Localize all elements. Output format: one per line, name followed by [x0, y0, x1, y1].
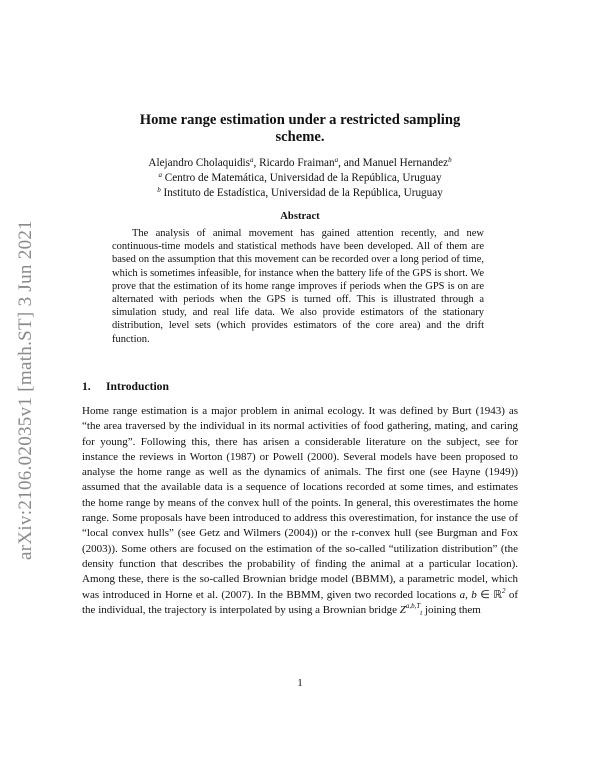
affiliation-b	[60, 186, 540, 201]
affiliation-mark: a	[250, 156, 254, 164]
affiliation-mark: b	[448, 156, 452, 164]
arxiv-identifier	[6, 200, 46, 580]
math-ab: a, b	[459, 588, 477, 601]
intro-paragraph-tail: of the individual, the trajectory is interpolated by using a Brownian bridge	[82, 588, 519, 616]
math-in-r: ∈ ℝ	[476, 588, 502, 601]
intro-paragraph-tail: In the BBMM, given two recorded locations	[256, 588, 460, 601]
abstract-body	[112, 227, 484, 346]
affiliation-mark: b	[157, 186, 161, 194]
math-z: Z	[399, 603, 406, 616]
math-z-sub: t	[420, 608, 423, 617]
title-line-2: scheme.	[275, 129, 325, 145]
arxiv-identifier-text: arXiv:2106.02035v1 [math.ST] 3 Jun 2021	[15, 220, 37, 560]
author-list: Alejandro Cholaquidis$^a$, Ricardo Fraiman$^a$, and Manuel Hernandez$^b$	[148, 156, 452, 169]
intro-paragraph: Home range estimation is a major problem in animal ecology. It was defined by Burt (1943) as “the area traversed by the individual in its normal activities of food gathering, mating, and caring for young”. Following this, there has arisen a considerable literature on the subject, see for instance the reviews in Worton (1987) or Powell (2000). Several models have been proposed to analyse the home range as well as the dynamics of animals. The first one (see Hayne (1949)) assumed that the available data is a sequence of locations recorded at some times, and estimates the home range by means of the convex hull of the points. In general, this overestimates the home range. Some proposals have been introduced to address this overestimation, for instance the use of “local convex hulls” (see Getz and Wilmers (2004)) or the r-convex hull (see Burgman and Fox (2003)). Some others are focused on the estimation of the so-called “utilization distribution” (the density function that describes the probability of finding the animal at a particular location). Among these, there is the so-called Brownian bridge model (BBMM), a parametric model, which was introduced in Horne et al. (2007).	[82, 405, 518, 601]
author-connector: , and	[338, 157, 363, 169]
paper-title	[80, 112, 520, 146]
section-heading	[82, 380, 169, 393]
author-name: Alejandro Cholaquidis	[148, 157, 251, 169]
abstract-heading: Abstract	[280, 211, 320, 222]
author-block	[60, 156, 540, 201]
affiliation-text: Instituto de Estadística, Universidad de la República, Uruguay	[163, 187, 443, 199]
author-name: Manuel Hernandez	[362, 157, 449, 169]
math-z-sup: a,b,T	[405, 601, 421, 610]
affiliation-mark: a	[334, 156, 339, 164]
section-title: Introduction	[106, 380, 169, 393]
section-number: 1.	[82, 380, 91, 393]
math-square: 2	[501, 586, 506, 595]
affiliation-mark: a	[158, 171, 162, 179]
author-name: Ricardo Fraiman	[259, 157, 335, 169]
page-number: 1	[297, 677, 303, 689]
intro-paragraph-tail: joining them	[422, 603, 481, 616]
introduction-body	[82, 404, 518, 618]
affiliation-a	[60, 171, 540, 186]
abstract-text: The analysis of animal movement has gained attention recently, and new continuous-time models and statistical methods have been developed. All of them are based on the assumption that this movement can be recorded over a long period of time, which is sometimes infeasible, for instance when the battery life of the GPS is short. We prove that the estimation of its home range improves if periods when the GPS is on are alternated with periods when the GPS is turned off. This is illustrated through a simulation study, and real life data. We also provide estimators of the stationary distribution, level sets (which provides estimators of the core area) and the drift function.	[112, 228, 484, 345]
affiliation-text: Centro de Matemática, Universidad de la República, Uruguay	[164, 172, 442, 184]
title-line-1: Home range estimation under a restricted sampling	[139, 112, 461, 128]
